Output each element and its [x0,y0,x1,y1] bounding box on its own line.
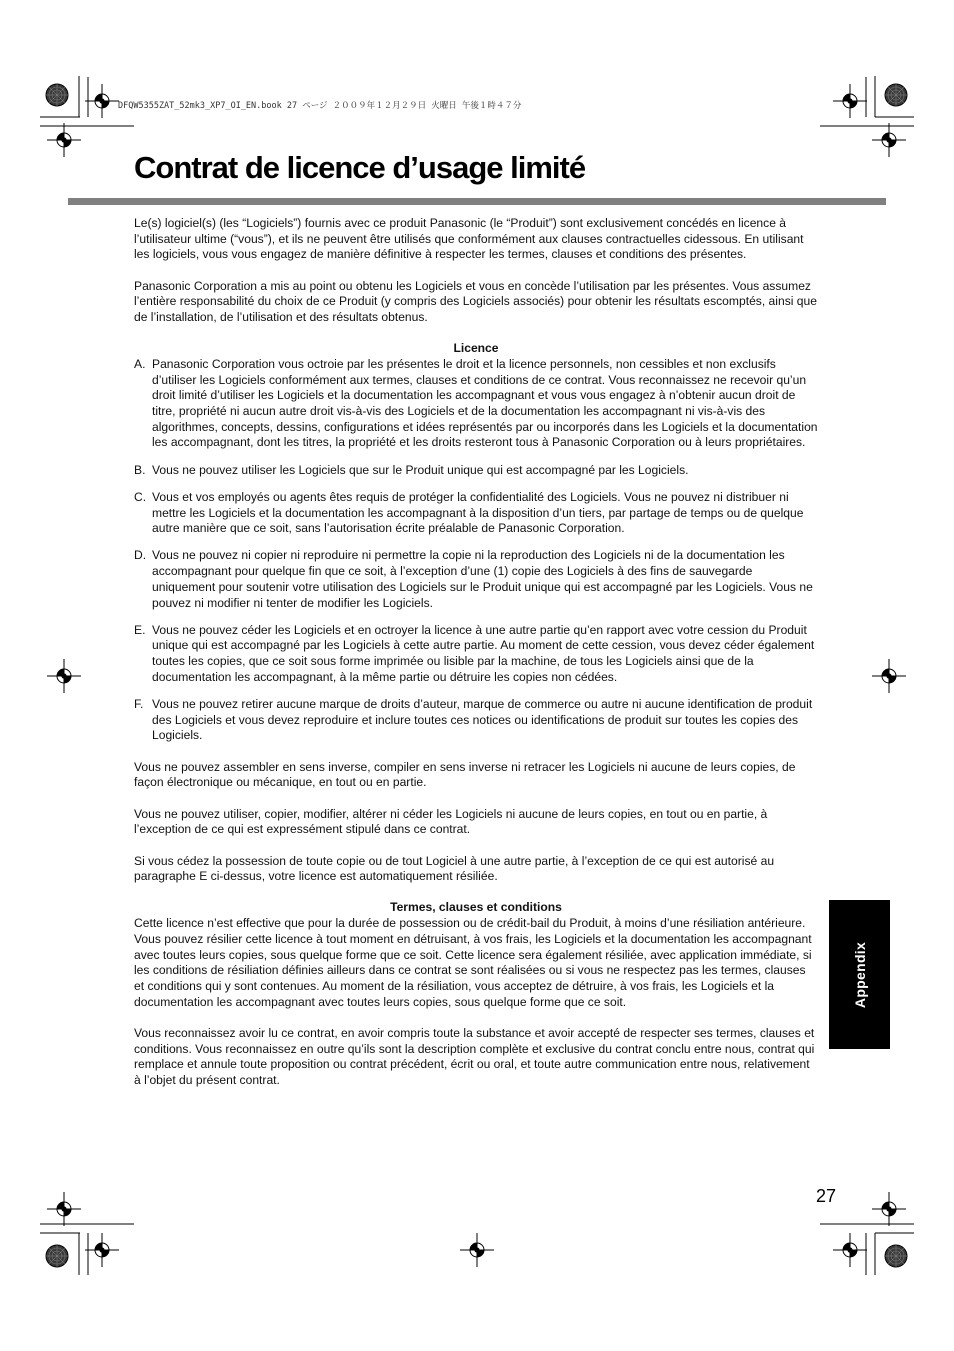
list-item-text: Vous ne pouvez céder les Logiciels et en octroyer la licence à une autre partie qu’en rapport avec votre cession du Produit unique qui est accompagné par les Logiciels à cette autre partie. Au moment de cette cession, vous devez céder également toutes les copies, que ce soit sous forme imprimée ou lisible par la machine, de tous les Logiciels ainsi que de la documentation les accompagnant, à la même partie ou détruire les copies non cédées. [152,622,815,684]
list-letter: E. [134,622,146,637]
list-item [134,697,818,744]
intro-paragraph: Panasonic Corporation a mis au point ou obtenu les Logiciels et vous en concède l’utilisation par les présentes. Vous assumez l’entière responsabilité du choix de ce Produit (y compris des Logiciels associés) pour obtenir les résultats escomptés, ainsi que de l’installation, de l’utilisation et des résultats obtenus. [134,278,817,325]
license-content [134,216,818,1104]
list-item-text: Vous ne pouvez ni copier ni reproduire ni permettre la copie ni la reproduction des Logiciels ni de la documentation les accompagnant pour quelque fin que ce soit, à l’exception d’une (1) copie des Logiciels à des fins de sauvegarde uniquement pour soutenir votre utilisation des Logiciels sur le Produit unique qui est accompagné par les Logiciels. Vous ne pouvez ni modifier ni tenter de modifier les Logiciels. [152,548,813,610]
terms-paragraph: Vous reconnaissez avoir lu ce contrat, en avoir compris toute la substance et avoir accepté de respecter ses termes, clauses et conditions. Vous reconnaissez en outre qu’ils sont la description complète et exclusive du contrat conclu entre nous, contrat qui remplace et annule toute proposition ou contrat précédent, écrit ou oral, et toute autre communication entre nous, relativement à l’objet du présent contrat. [134,1025,815,1087]
body-paragraph: Vous ne pouvez utiliser, copier, modifier, altérer ni céder les Logiciels ni aucune de leurs copies, en tout ou en partie, à l’exception de ce qui est expressément stipulé dans ce contrat. [134,806,768,837]
terms-paragraph: Cette licence n’est effective que pour la durée de possession ou de crédit-bail du Produit, à moins d’une résiliation antérieure. Vous pouvez résilier cette licence à tout moment en détruisant, à vos frais, les Logiciels et la documentation les accompagnant avec toutes leurs copies, sous quelque forme que ce soit. Cette licence sera également résiliée, avec application immédiate, si les conditions de résiliation définies ailleurs dans ce contrat se sont réalisées ou si vous ne respectez pas les termes, clauses et conditions qui y sont contenues. Au moment de la résiliation, vous acceptez de détruire, à vos frais, les Logiciels et la documentation les accompagnant avec toutes leurs copies, sous quelque forme que ce soit. [134,916,812,1009]
page-title: Contrat de licence d’usage limité [134,150,586,185]
list-item [134,463,818,479]
list-item [134,490,818,537]
appendix-tab-label: Appendix [851,941,868,1008]
list-letter: A. [134,356,146,371]
licence-list [134,357,818,744]
list-item [134,357,818,451]
appendix-tab[interactable] [829,900,890,1049]
list-letter: F. [134,697,144,712]
list-item-text: Vous ne pouvez retirer aucune marque de droits d’auteur, marque de commerce ou autre ni aucune identification de produit des Logiciels et vous devez reproduire et inclure toutes ces notices ou identifications de produit sur toutes les copies des Logiciels. [152,697,813,743]
list-item [134,623,818,686]
licence-heading: Licence [453,341,499,356]
list-letter: C. [134,489,147,504]
list-item [134,548,818,611]
list-item-text: Panasonic Corporation vous octroie par les présentes le droit et la licence personnels, non cessibles et non exclusifs d’utiliser les Logiciels conformément aux termes, clauses et conditions de ce contrat. Vous reconnaissez ne recevoir qu’un droit limité d’utiliser les Logiciels et la documentation les accompagnant et vous vous engagez à n’obtenir aucun droit de titre, propriété ni aucun autre droit vis-à-vis des Logiciels et de la documentation les accompagnant ni vis-à-vis des algorithmes, concepts, dessins, configurations et idées représentés par ou incorporés dans les Logiciels et la documentation les accompagnant, dont les titres, la propriété et les droits resteront tous à Panasonic Corporation ou à leurs propriétaires. [152,356,818,450]
title-rule [68,198,886,205]
list-item-text: Vous ne pouvez utiliser les Logiciels que sur le Produit unique qui est accompagné par les Logiciels. [152,462,689,477]
terms-heading: Termes, clauses et conditions [390,900,562,915]
body-paragraph: Vous ne pouvez assembler en sens inverse, compiler en sens inverse ni retracer les Logiciels ni aucune de leurs copies, de façon électronique ou mécanique, en tout ou en partie. [134,759,796,790]
print-header: DFQW5355ZAT_52mk3_XP7_OI_EN.book 27 ページ ２００９年１２月２９日 火曜日 午後１時４７分 [118,101,522,111]
intro-paragraph: Le(s) logiciel(s) (les “Logiciels”) fournis avec ce produit Panasonic (le “Produit”) sont exclusivement concédés en licence à l’utilisateur ultime (“vous”), et ils ne peuvent être utilisés que conformément aux clauses contractuelles cidessous. En utilisant les logiciels, vous vous engagez de manière définitive à respecter les termes, clauses et conditions des présentes. [134,216,804,262]
body-paragraph: Si vous cédez la possession de toute copie ou de tout Logiciel à une autre partie, à l’exception de ce qui est autorisé au paragraphe E ci-dessus, votre licence est automatiquement résiliée. [134,853,775,884]
list-letter: D. [134,548,147,563]
page-number: 27 [816,1186,837,1206]
list-letter: B. [134,462,146,477]
list-item-text: Vous et vos employés ou agents êtes requis de protéger la confidentialité des Logiciels. Vous ne pouvez ni distribuer ni mettre les Logiciels et la documentation les accompagnant à la disposition d’un tiers, par partage de temps ou de quelque autre manière que ce soit, sans l’autorisation écrite préalable de Panasonic Corporation. [152,489,804,536]
